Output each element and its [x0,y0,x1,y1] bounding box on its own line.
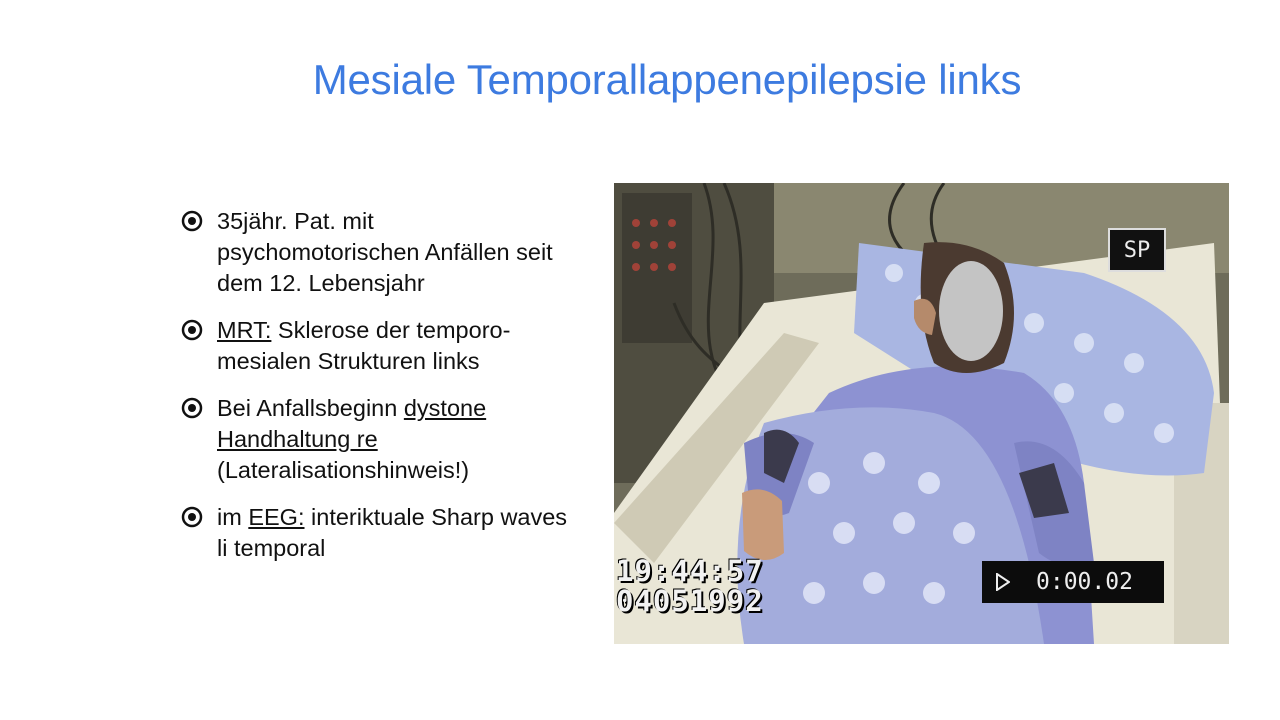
tape-counter [982,561,1164,603]
bullet-item-seizure-onset [180,393,570,486]
slide-title: Mesiale Temporallappenepilepsie links [312,56,1022,103]
bullet-text-pre: im [217,504,249,530]
tape-counter-value: 0:00.02 [1036,569,1133,595]
tape-mode-badge: SP [1108,228,1166,272]
video-date: 04051992 [616,584,764,618]
bullet-item-mrt [180,315,570,377]
circled-dot-icon [180,318,204,342]
bullet-item-eeg [180,502,570,564]
patient-video-still [614,183,1229,644]
bullet-list [180,206,570,580]
play-icon [996,573,1010,591]
bullet-text: Sklerose der temporo-mesialen Strukturen links [217,317,511,374]
circled-dot-icon [180,396,204,420]
bullet-text-post: interiktuale Sharp waves li temporal [217,504,568,561]
bullet-text: 35jähr. Pat. mit psychomotorischen Anfällen seit dem 12. Lebensjahr [217,208,553,296]
circled-dot-icon [180,209,204,233]
bullet-item-history [180,206,570,299]
bullet-underlined: dystone Handhaltung re [217,395,487,452]
bullet-underlined: MRT: [217,317,272,343]
bullet-text-pre: Bei Anfallsbeginn [217,395,404,421]
circled-dot-icon [180,505,204,529]
video-timestamp: 19:44:57 [616,554,764,588]
bullet-underlined: EEG: [248,504,305,530]
bullet-text-post: (Lateralisationshinweis!) [217,457,470,483]
